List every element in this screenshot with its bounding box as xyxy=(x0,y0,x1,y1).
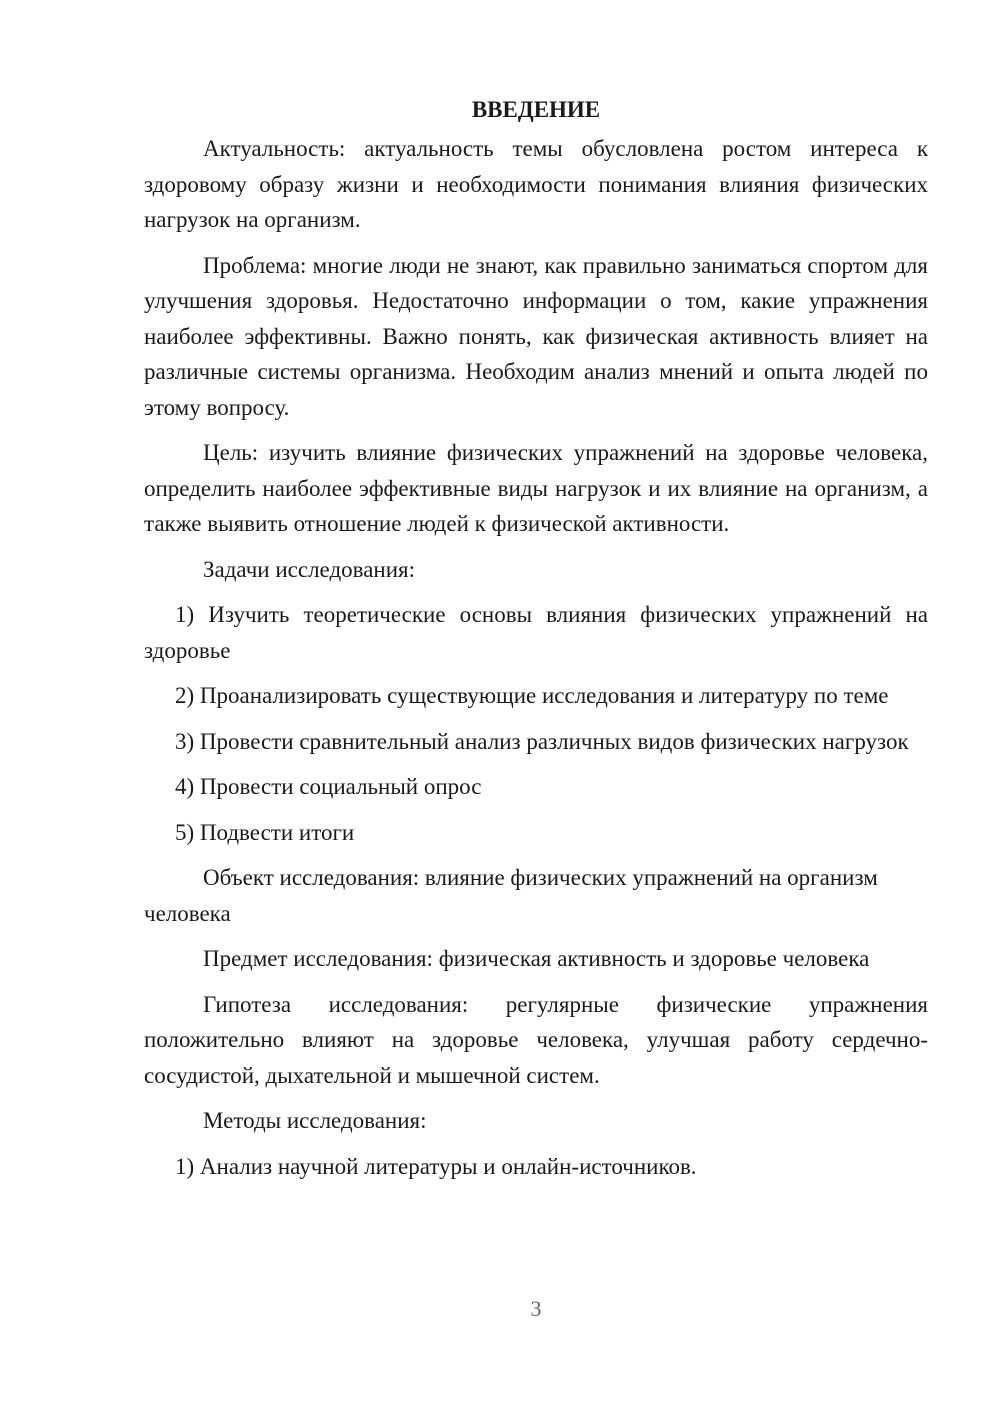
problem-paragraph: Проблема: многие люди не знают, как правильно заниматься спортом для улучшения здоровья. Недостаточно информации о том, какие упражнения наиболее эффективны. Важно понять, как физическая активность влияет на различные системы организма. Необходим анализ мнений и опыта людей по этому вопросу. xyxy=(144,252,928,420)
relevance-paragraph: Актуальность: актуальность темы обусловлена ростом интереса к здоровому образу жизни и необходимости понимания влияния физических нагрузок на организм. xyxy=(144,136,928,232)
tasks-heading: Задачи исследования: xyxy=(203,556,416,582)
page-title: ВВЕДЕНИЕ xyxy=(471,97,601,122)
task-item-3: 3) Провести сравнительный анализ различных видов физических нагрузок xyxy=(175,728,909,754)
task-item-5: 5) Подвести итоги xyxy=(175,819,355,845)
task-item-2: 2) Проанализировать существующие исследования и литературу по теме xyxy=(175,683,889,708)
document-page xyxy=(144,92,928,1194)
hypothesis-paragraph: Гипотеза исследования: регулярные физические упражнения положительно влияют на здоровье человека, улучшая работу сердечно-сосудистой, дыхательной и мышечной систем. xyxy=(144,991,928,1088)
task-item-4: 4) Провести социальный опрос xyxy=(175,774,482,799)
object-paragraph: Объект исследования: влияние физических упражнений на организм человека xyxy=(144,865,878,926)
goal-paragraph: Цель: изучить влияние физических упражнений на здоровье человека, определить наиболее эффективные виды нагрузок и их влияние на организм, а также выявить отношение людей к физической активности. xyxy=(144,440,928,536)
task-item-1: 1) Изучить теоретические основы влияния физических упражнений на здоровье xyxy=(144,602,928,663)
methods-heading: Методы исследования: xyxy=(203,1108,427,1133)
page-number: 3 xyxy=(530,1296,542,1321)
method-item-1: 1) Анализ научной литературы и онлайн-источников. xyxy=(175,1153,697,1179)
subject-paragraph: Предмет исследования: физическая активность и здоровье человека xyxy=(203,946,870,971)
